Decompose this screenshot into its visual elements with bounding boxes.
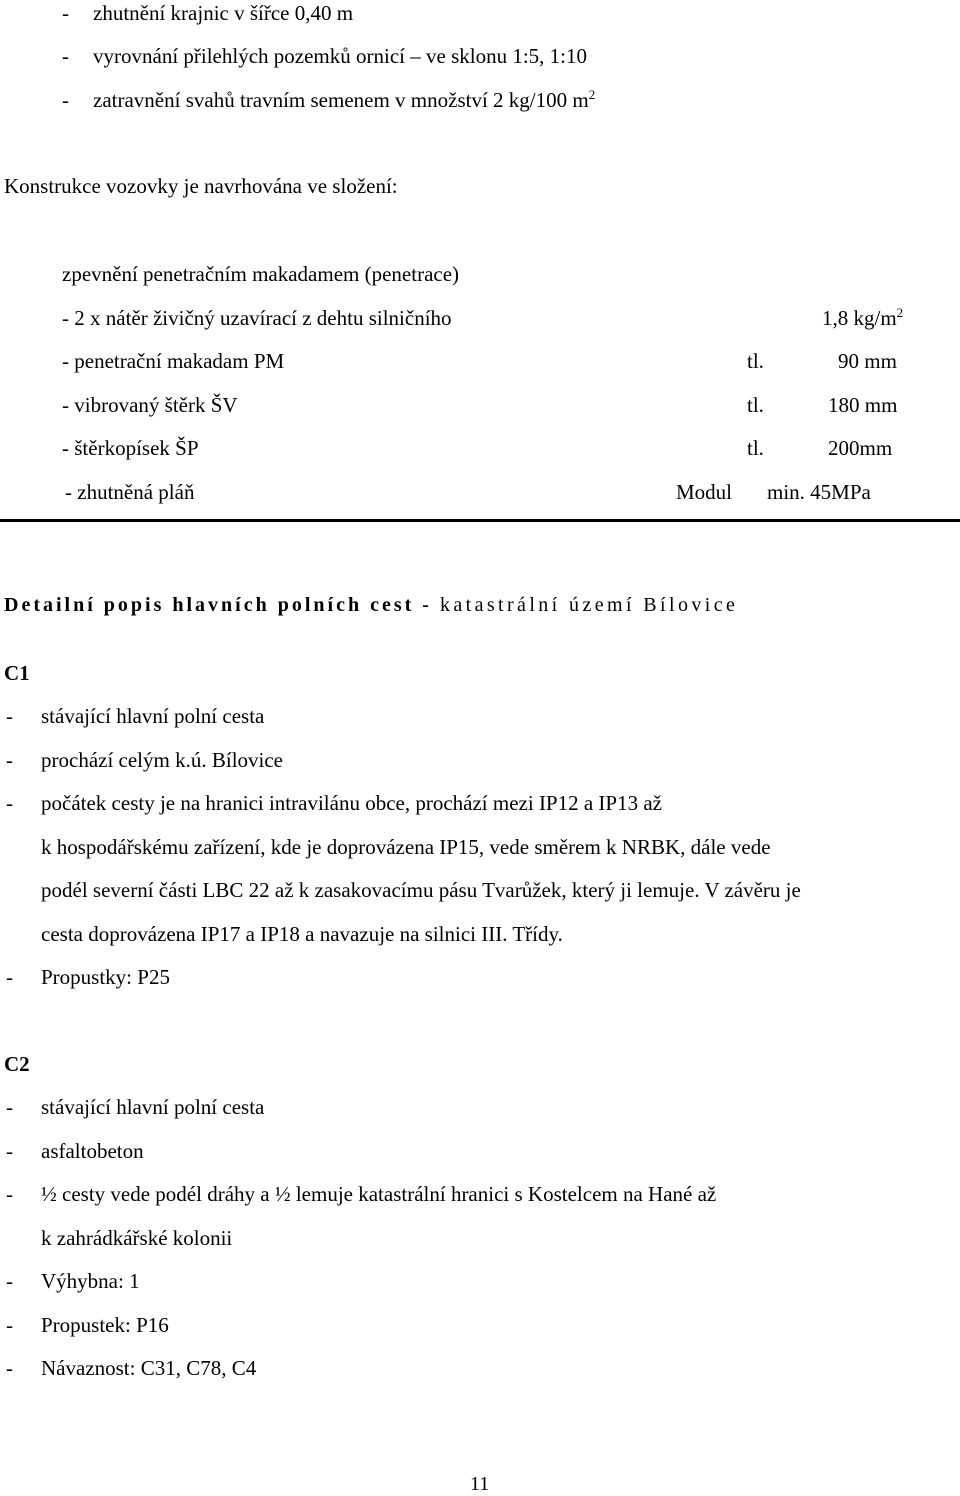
section-title: C1: [4, 661, 30, 685]
list-item: Propustky: P25: [41, 965, 170, 989]
section-heading: Detailní popis hlavních polních cest - katastrální území Bílovice: [4, 594, 739, 616]
layer-label: - štěrkopísek ŠP: [62, 436, 199, 460]
layer-label: - penetrační makadam PM: [62, 349, 285, 373]
superscript: 2: [588, 87, 596, 102]
list-item: stávající hlavní polní cesta: [41, 1095, 265, 1119]
bullet-dash: -: [6, 1182, 13, 1206]
list-item: prochází celým k.ú. Bílovice: [41, 748, 284, 772]
construction-title: zpevnění penetračním makadamem (penetrace): [62, 262, 460, 286]
layer-prefix: Modul: [676, 480, 733, 504]
list-item-continuation: k zahrádkářské kolonii: [41, 1226, 233, 1250]
bullet-dash: -: [6, 1095, 13, 1119]
list-item: počátek cesty je na hranici intravilánu obce, prochází mezi IP12 a IP13 až: [41, 791, 662, 815]
bullet-dash: -: [6, 791, 13, 815]
section-title: C2: [4, 1052, 30, 1076]
layer-prefix: tl.: [747, 393, 764, 417]
bullet-dash: -: [6, 1356, 13, 1380]
layer-value: 200mm: [828, 436, 893, 460]
list-item: asfaltobeton: [41, 1139, 144, 1163]
bullet-text: zhutnění krajnic v šířce 0,40 m: [93, 1, 354, 25]
page-number: 11: [470, 1473, 490, 1495]
list-item: Propustek: P16: [41, 1313, 169, 1337]
layer-label: - 2 x nátěr živičný uzavírací z dehtu silničního: [62, 306, 452, 330]
bullet-dash: -: [62, 88, 69, 112]
bullet-dash: -: [62, 1, 69, 25]
list-item-continuation: cesta doprovázena IP17 a IP18 a navazuje na silnici III. Třídy.: [41, 922, 563, 946]
layer-label: - vibrovaný štěrk ŠV: [62, 393, 238, 417]
bullet-dash: -: [62, 44, 69, 68]
bullet-dash: -: [6, 1139, 13, 1163]
bullet-dash: -: [6, 965, 13, 989]
layer-value: 90 mm: [838, 349, 897, 373]
bullet-dash: -: [6, 704, 13, 728]
list-item-continuation: podél severní části LBC 22 až k zasakovacímu pásu Tvarůžek, který ji lemuje. V závěru je: [41, 878, 801, 902]
layer-prefix: tl.: [747, 349, 764, 373]
list-item: Výhybna: 1: [41, 1269, 140, 1293]
bullet-dash: -: [6, 748, 13, 772]
layer-value: 1,8 $kg/m^2$: [822, 305, 904, 330]
bullet-dash: -: [6, 1313, 13, 1337]
bullet-text: zatravnění svahů travním semenem v množství 2 kg/100 $m^2$: [93, 87, 596, 112]
superscript: 2: [896, 305, 904, 320]
bullet-text: vyrovnání přilehlých pozemků ornicí – ve sklonu 1:5, 1:10: [93, 44, 587, 68]
bullet-dash: -: [6, 1269, 13, 1293]
list-item-continuation: k hospodářskému zařízení, kde je doprovázena IP15, vede směrem k NRBK, dále vede: [41, 835, 771, 859]
layer-label: - zhutněná pláň: [65, 480, 195, 504]
intro-paragraph: Konstrukce vozovky je navrhována ve složení:: [4, 174, 398, 198]
list-item: stávající hlavní polní cesta: [41, 704, 265, 728]
list-item: ½ cesty vede podél dráhy a ½ lemuje katastrální hranici s Kostelcem na Hané až: [41, 1182, 717, 1206]
layer-prefix: tl.: [747, 436, 764, 460]
horizontal-rule: [0, 519, 960, 522]
section-heading-sub: katastrální území Bílovice: [439, 594, 739, 616]
layer-value: 180 mm: [828, 393, 898, 417]
layer-value: min. 45MPa: [767, 480, 871, 504]
list-item: Návaznost: C31, C78, C4: [41, 1356, 257, 1380]
